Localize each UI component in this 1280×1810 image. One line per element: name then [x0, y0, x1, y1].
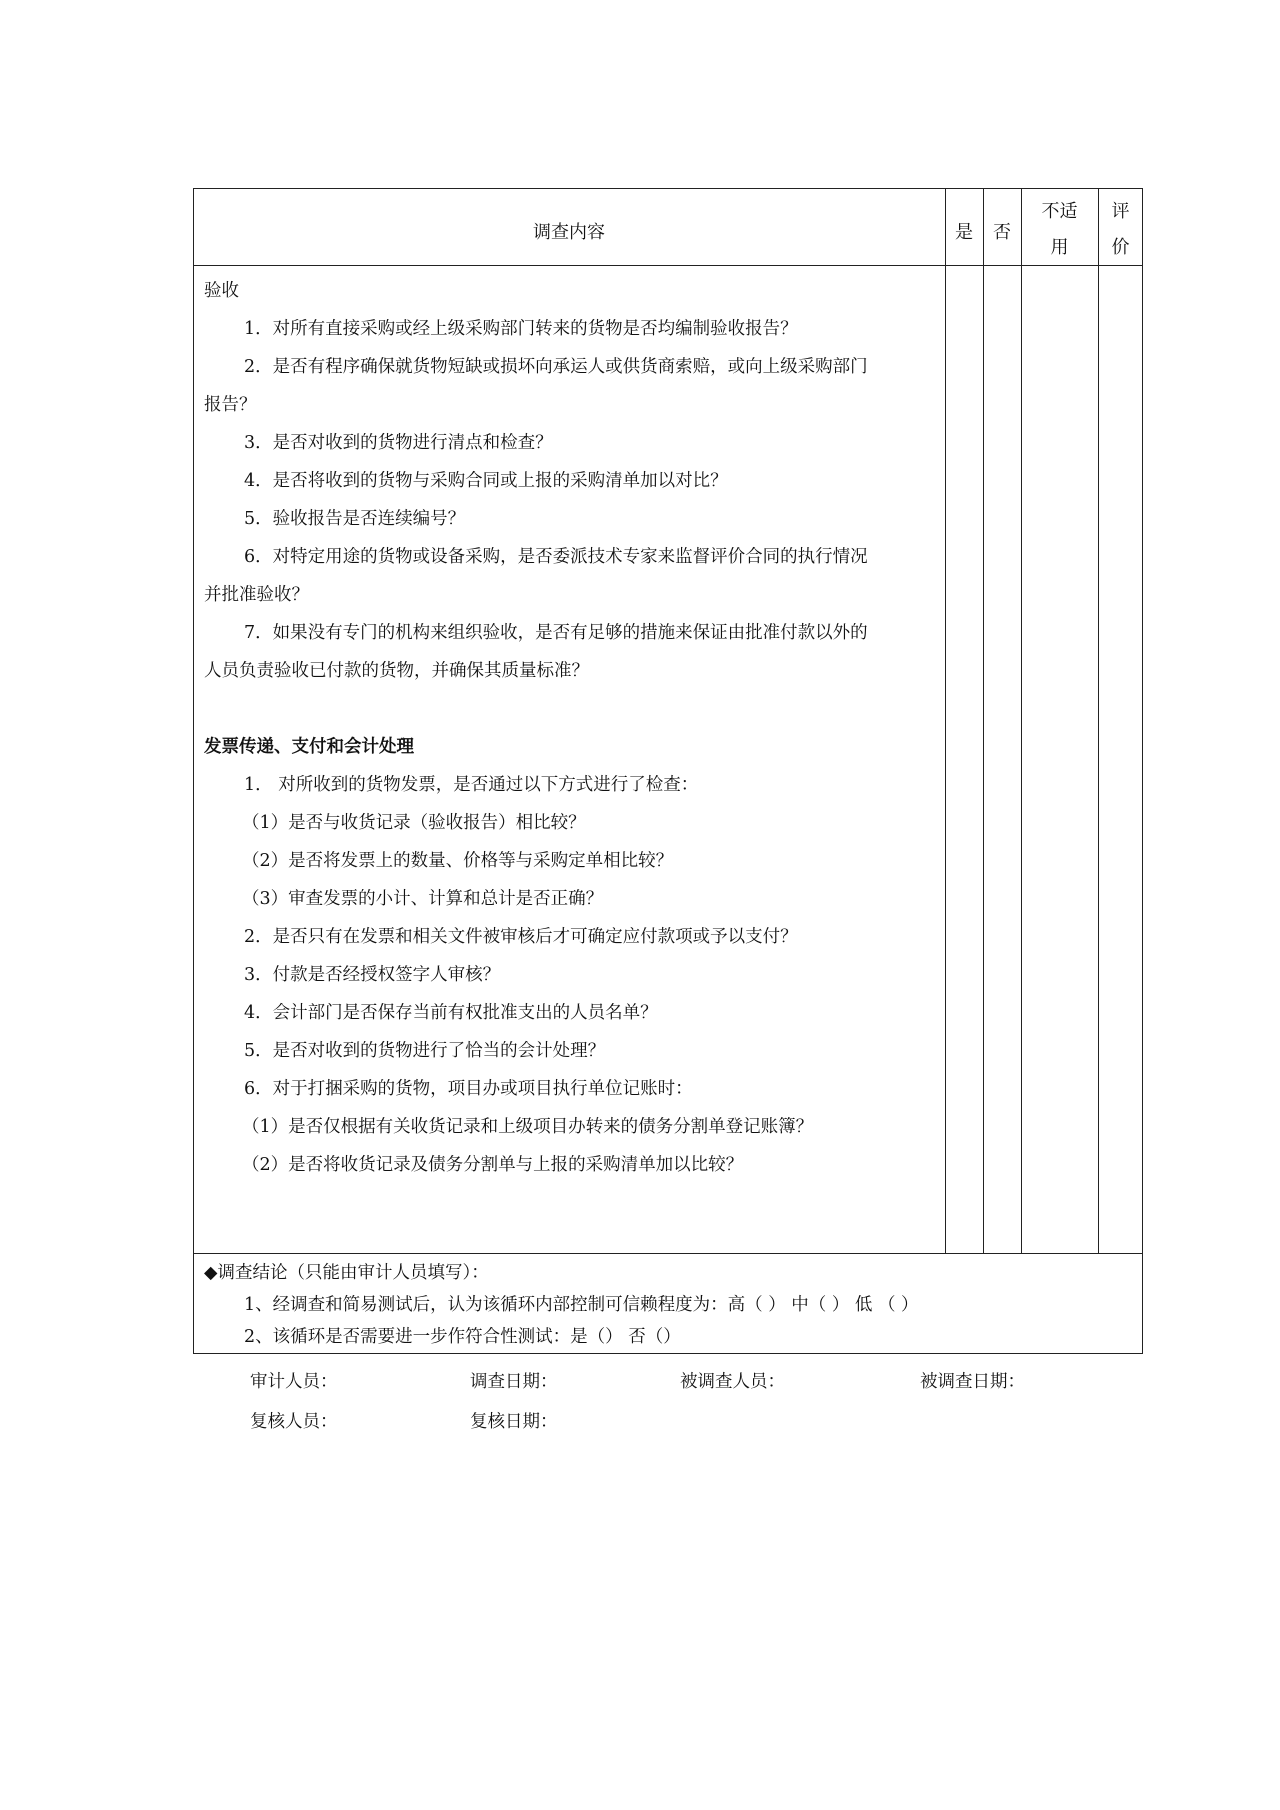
list-item: 5．验收报告是否连续编号？ — [244, 509, 466, 529]
list-item: 3．付款是否经授权签字人审核？ — [244, 965, 501, 985]
list-item-continuation: 人员负责验收已付款的货物，并确保其质量标准？ — [204, 661, 589, 681]
header-eval-line2: 价 — [1111, 237, 1130, 258]
conclusion-block — [204, 1257, 1124, 1353]
footer-surveyed-date: 被调查日期： — [920, 1372, 1025, 1392]
list-item: 2．是否有程序确保就货物短缺或损坏向承运人或供货商索赔，或向上级采购部门 — [244, 357, 868, 377]
list-item: 6．对特定用途的货物或设备采购，是否委派技术专家来监督评价合同的执行情况 — [244, 547, 868, 567]
list-subitem: （2）是否将收货记录及债务分割单与上报的采购清单加以比较？ — [242, 1155, 744, 1175]
list-subitem: （1）是否仅根据有关收货记录和上级项目办转来的债务分割单登记账簿？ — [242, 1117, 814, 1137]
list-subitem: （3）审查发票的小计、计算和总计是否正确？ — [242, 889, 604, 909]
list-item: 3．是否对收到的货物进行清点和检查？ — [244, 433, 553, 453]
header-yes: 是 — [955, 222, 973, 243]
list-item: 7．如果没有专门的机构来组织验收，是否有足够的措施来保证由批准付款以外的 — [244, 623, 868, 643]
section-gap — [204, 690, 944, 728]
conclusion-title: ◆调查结论（只能由审计人员填写）： — [204, 1263, 489, 1283]
header-na-line2: 用 — [1050, 237, 1069, 258]
section-title-acceptance: 验收 — [204, 281, 239, 301]
list-item: 1． 对所收到的货物发票，是否通过以下方式进行了检查： — [244, 775, 699, 795]
conclusion-line-1: 1、经调查和简易测试后，认为该循环内部控制可信赖程度为：高（ ） 中（ ） 低 （ ） — [244, 1295, 919, 1315]
header-no: 否 — [993, 222, 1011, 243]
section-title-invoice: 发票传递、支付和会计处理 — [204, 737, 414, 757]
list-subitem: （1）是否与收货记录（验收报告）相比较？ — [242, 813, 586, 833]
header-evaluation — [1098, 194, 1143, 266]
footer-reviewer: 复核人员： — [250, 1412, 338, 1432]
table-divider — [945, 188, 946, 1254]
list-item-continuation: 报告？ — [204, 395, 257, 415]
survey-content — [204, 272, 944, 1184]
list-item: 5．是否对收到的货物进行了恰当的会计处理？ — [244, 1041, 606, 1061]
table-divider — [983, 188, 984, 1254]
footer-surveyed-person: 被调查人员： — [680, 1372, 785, 1392]
header-na-line1: 不适 — [1041, 201, 1078, 222]
footer-auditor: 审计人员： — [250, 1372, 338, 1392]
list-item-continuation: 并批准验收？ — [204, 585, 309, 605]
header-not-applicable — [1021, 194, 1098, 266]
conclusion-row-divider — [193, 1253, 1143, 1254]
header-eval-line1: 评 — [1111, 201, 1130, 222]
list-subitem: （2）是否将发票上的数量、价格等与采购定单相比较？ — [242, 851, 674, 871]
list-item: 1．对所有直接采购或经上级采购部门转来的货物是否均编制验收报告？ — [244, 319, 798, 339]
list-item: 6．对于打捆采购的货物，项目办或项目执行单位记账时： — [244, 1079, 693, 1099]
list-item: 4．会计部门是否保存当前有权批准支出的人员名单？ — [244, 1003, 658, 1023]
conclusion-line-2: 2、该循环是否需要进一步作符合性测试：是（） 否（） — [244, 1327, 681, 1347]
table-divider — [1098, 188, 1099, 1254]
header-row-divider — [193, 265, 1143, 266]
footer-review-date: 复核日期： — [470, 1412, 558, 1432]
list-item: 2．是否只有在发票和相关文件被审核后才可确定应付款项或予以支付？ — [244, 927, 798, 947]
list-item: 4．是否将收到的货物与采购合同或上报的采购清单加以对比？ — [244, 471, 728, 491]
footer-survey-date: 调查日期： — [470, 1372, 558, 1392]
table-divider — [1021, 188, 1022, 1254]
header-content: 调查内容 — [533, 222, 605, 243]
